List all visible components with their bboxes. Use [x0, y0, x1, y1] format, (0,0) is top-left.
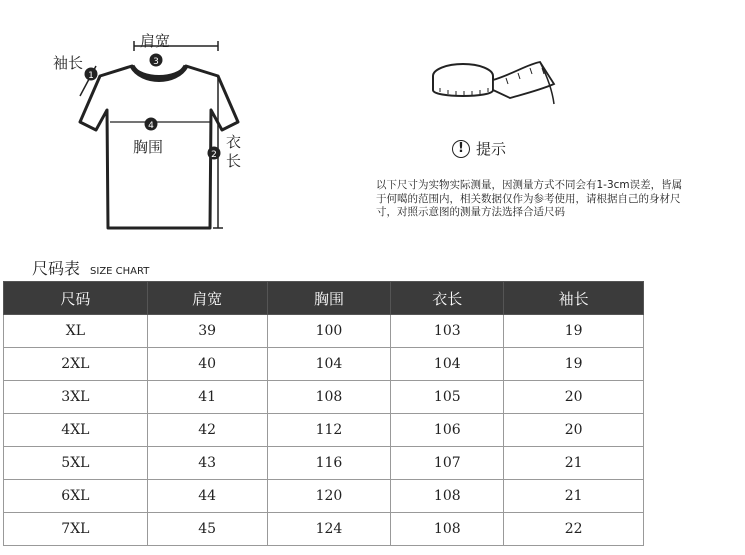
- svg-text:4: 4: [148, 121, 154, 131]
- cell-length: 105: [391, 381, 504, 414]
- cell-shoulder: 45: [147, 513, 267, 546]
- cell-chest: 124: [267, 513, 391, 546]
- exclamation-icon: !: [452, 140, 470, 158]
- cell-chest: 100: [267, 315, 391, 348]
- header-chest: 胸围: [267, 282, 391, 315]
- cell-shoulder: 39: [147, 315, 267, 348]
- cell-size: XL: [4, 315, 148, 348]
- table-row: [4, 513, 644, 546]
- table-row: [4, 348, 644, 381]
- tip-label: 提示: [476, 140, 507, 158]
- shoulder-label: 肩宽: [140, 32, 171, 50]
- cell-sleeve: 19: [504, 348, 644, 381]
- table-row: [4, 414, 644, 447]
- cell-size: 3XL: [4, 381, 148, 414]
- cell-shoulder: 43: [147, 447, 267, 480]
- size-table: [3, 281, 644, 546]
- tape-measure-icon: [428, 54, 563, 114]
- cell-sleeve: 21: [504, 480, 644, 513]
- cell-chest: 108: [267, 381, 391, 414]
- cell-length: 107: [391, 447, 504, 480]
- table-row: [4, 315, 644, 348]
- cell-chest: 112: [267, 414, 391, 447]
- cell-sleeve: 19: [504, 315, 644, 348]
- cell-size: 4XL: [4, 414, 148, 447]
- svg-text:2: 2: [211, 150, 217, 160]
- cell-size: 5XL: [4, 447, 148, 480]
- table-row: [4, 447, 644, 480]
- cell-sleeve: 20: [504, 414, 644, 447]
- cell-sleeve: 20: [504, 381, 644, 414]
- cell-shoulder: 41: [147, 381, 267, 414]
- table-row: [4, 381, 644, 414]
- cell-length: 108: [391, 513, 504, 546]
- cell-chest: 116: [267, 447, 391, 480]
- sleeve-label: 袖长: [53, 54, 84, 72]
- svg-text:3: 3: [153, 57, 159, 67]
- table-header-row: [4, 282, 644, 315]
- header-shoulder: 肩宽: [147, 282, 267, 315]
- measurement-note: 以下尺寸为实物实际测量，因测量方式不同会有1-3cm误差，皆属于何噶的范围内，相关数据仅作为参考使用，请根据自己的身材尺寸，对照示意图的测量方法选择合适尺码: [376, 179, 683, 218]
- table-row: [4, 480, 644, 513]
- cell-length: 104: [391, 348, 504, 381]
- cell-length: 106: [391, 414, 504, 447]
- tip-heading: [452, 138, 506, 159]
- length-label-2: 长: [226, 152, 242, 170]
- size-chart-title-cn: 尺码表: [32, 259, 81, 278]
- header-size: 尺码: [4, 282, 148, 315]
- header-sleeve: 袖长: [504, 282, 644, 315]
- chest-label: 胸围: [133, 138, 164, 156]
- cell-chest: 104: [267, 348, 391, 381]
- size-chart-title: [32, 256, 149, 279]
- cell-size: 2XL: [4, 348, 148, 381]
- cell-chest: 120: [267, 480, 391, 513]
- cell-sleeve: 22: [504, 513, 644, 546]
- header-length: 衣长: [391, 282, 504, 315]
- cell-shoulder: 40: [147, 348, 267, 381]
- size-chart-title-en: SIZE CHART: [90, 266, 150, 277]
- svg-text:1: 1: [88, 71, 94, 81]
- cell-sleeve: 21: [504, 447, 644, 480]
- cell-length: 103: [391, 315, 504, 348]
- length-label-1: 衣: [226, 133, 242, 151]
- cell-length: 108: [391, 480, 504, 513]
- cell-shoulder: 42: [147, 414, 267, 447]
- cell-size: 7XL: [4, 513, 148, 546]
- cell-shoulder: 44: [147, 480, 267, 513]
- cell-size: 6XL: [4, 480, 148, 513]
